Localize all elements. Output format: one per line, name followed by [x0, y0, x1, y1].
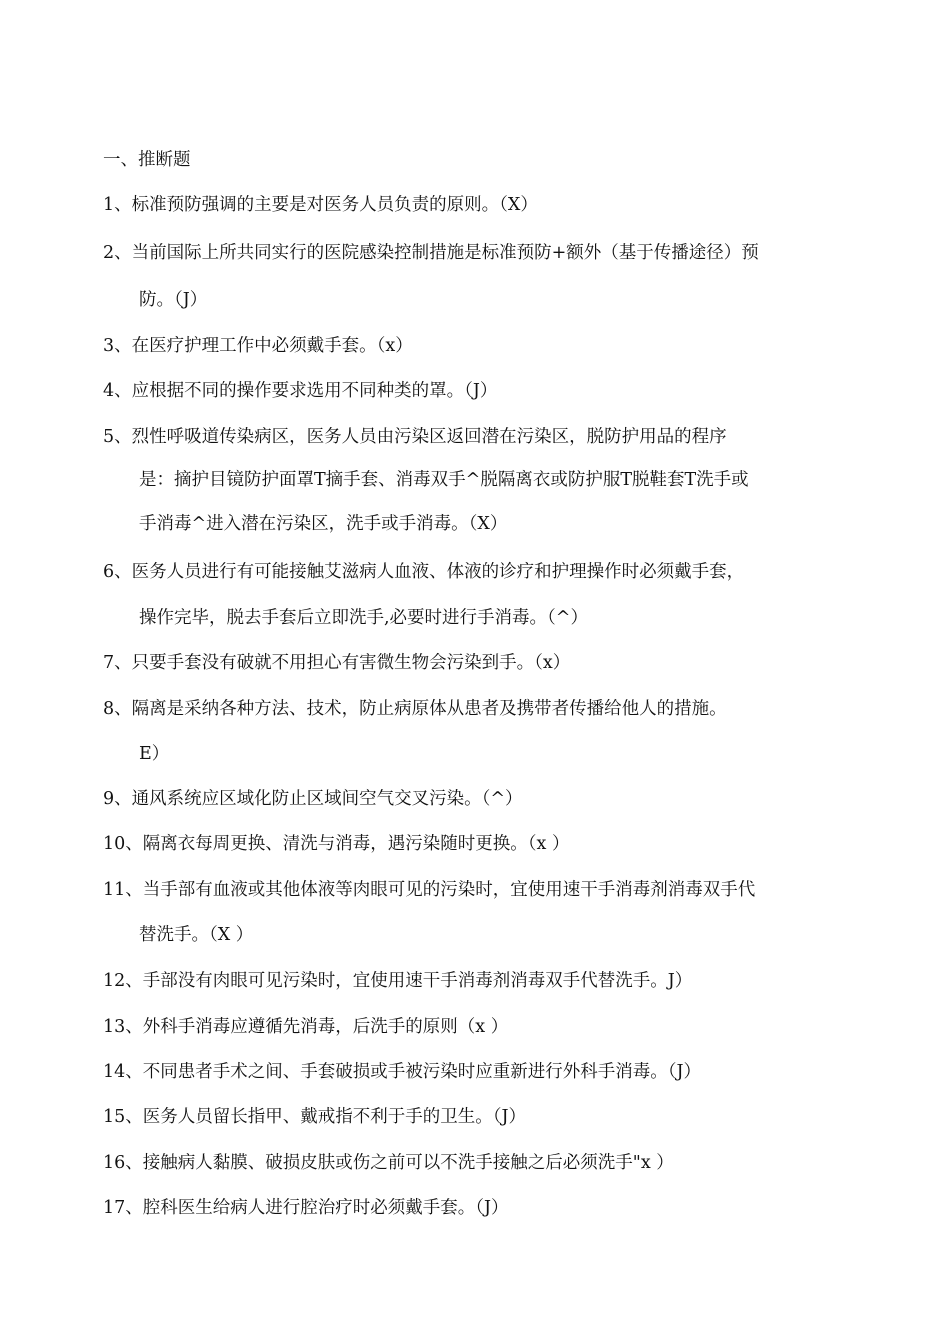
question-9: 9、通风系统应区域化防止区域间空气交叉污染。（^）	[103, 789, 523, 809]
question-16: 16、接触病人黏膜、破损皮肤或伤之前可以不洗手接触之后必须洗手"x ）	[103, 1153, 674, 1173]
question-8-continuation: E）	[139, 744, 170, 764]
question-4: 4、应根据不同的操作要求选用不同种类的罩。（J）	[103, 381, 498, 401]
question-8: 8、隔离是采纳各种方法、技术，防止病原体从患者及携带者传播给他人的措施。	[103, 699, 727, 719]
question-14: 14、不同患者手术之间、手套破损或手被污染时应重新进行外科手消毒。（J）	[103, 1062, 702, 1082]
question-6: 6、医务人员进行有可能接触艾滋病人血液、体液的诊疗和护理操作时必须戴手套，	[103, 562, 745, 582]
section-title: 一、推断题	[103, 150, 191, 170]
question-13: 13、外科手消毒应遵循先消毒，后洗手的原则（x ）	[103, 1017, 509, 1037]
question-5-continuation-2: 手消毒^进入潜在污染区，洗手或手消毒。（X）	[139, 514, 508, 534]
question-1: 1、标准预防强调的主要是对医务人员负责的原则。（X）	[103, 195, 538, 215]
question-6-continuation: 操作完毕，脱去手套后立即洗手,必要时进行手消毒。（^）	[139, 608, 588, 628]
question-5: 5、烈性呼吸道传染病区，医务人员由污染区返回潜在污染区，脱防护用品的程序	[103, 427, 727, 447]
question-12: 12、手部没有肉眼可见污染时，宜使用速干手消毒剂消毒双手代替洗手。J）	[103, 971, 693, 991]
question-5-continuation-1: 是：摘护目镜防护面罩T摘手套、消毒双手^脱隔离衣或防护服T脱鞋套T洗手或	[139, 470, 749, 490]
question-2-continuation: 防。（J）	[139, 290, 208, 310]
question-15: 15、医务人员留长指甲、戴戒指不利于手的卫生。（J）	[103, 1107, 527, 1127]
question-7: 7、只要手套没有破就不用担心有害微生物会污染到手。（x）	[103, 653, 571, 673]
question-11-continuation: 替洗手。（X ）	[139, 925, 254, 945]
question-17: 17、腔科医生给病人进行腔治疗时必须戴手套。（J）	[103, 1198, 509, 1218]
question-10: 10、隔离衣每周更换、清洗与消毒，遇污染随时更换。（x ）	[103, 834, 570, 854]
question-3: 3、在医疗护理工作中必须戴手套。（x）	[103, 336, 413, 356]
question-11: 11、当手部有血液或其他体液等肉眼可见的污染时，宜使用速干手消毒剂消毒双手代	[103, 880, 756, 900]
question-2: 2、当前国际上所共同实行的医院感染控制措施是标准预防+额外（基于传播途径）预	[103, 243, 759, 263]
